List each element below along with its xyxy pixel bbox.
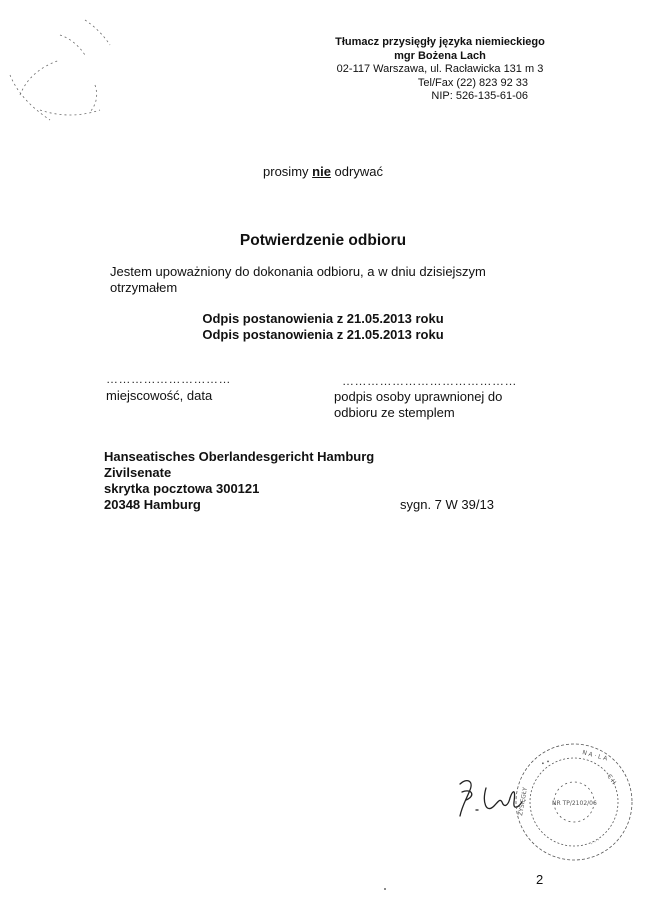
header-line-2: mgr Bożena Lach [394,49,486,62]
header-line-5: NIP: 526-135-61-06 [431,90,528,102]
address-line-4: 20348 Hamburg [104,497,201,512]
svg-text:C H: C H [605,773,618,786]
address-line-2: Zivilsenate [104,465,172,480]
svg-text:• •: • • [540,758,552,768]
signature-label-line-2: odbioru ze stemplem [334,405,455,420]
svg-text:N A · L A: N A · L A [581,749,609,763]
notice-after: odrywać [330,164,383,179]
round-stamp [512,736,642,866]
intro-text: Jestem upoważniony do dokonania odbioru, a w dniu dzisiejszym otrzymałem [110,264,486,295]
svg-text:· · ·: · · · [589,836,602,848]
address-line-3: skrytka pocztowa 300121 [104,481,260,496]
notice-emphasis: nie [312,164,331,179]
header-line-3: 02-117 Warszawa, ul. Racławicka 131 m 3 [336,63,544,75]
signature-label [334,389,502,421]
place-date-dots: ………………………… [106,372,231,386]
signature-label-line-1: podpis osoby uprawnionej do [334,389,503,404]
paper-speck [384,888,386,890]
svg-text:ZYSIĘGŁY: ZYSIĘGŁY [517,786,529,817]
signature-dots: …………………………………… [342,374,517,388]
stamp-number: NR TP/2102/06 [552,800,597,807]
recipient-address [104,449,374,513]
translator-header [320,36,560,104]
header-line-1: Tłumacz przysięgły języka niemieckiego [335,36,545,48]
page-number: 2 [536,872,544,887]
case-reference: sygn. 7 W 39/13 [400,497,494,512]
stamp-top-left [0,0,130,130]
document-title: Potwierdzenie odbioru [239,232,407,249]
received-item: Odpis postanowienia z 21.05.2013 roku [202,311,444,326]
received-item: Odpis postanowienia z 21.05.2013 roku [202,327,444,342]
address-line-1: Hanseatisches Oberlandesgericht Hamburg [104,449,375,464]
header-line-4: Tel/Fax (22) 823 92 33 [417,76,528,89]
notice-before: prosimy [263,164,313,179]
notice [0,164,646,179]
place-date-label: miejscowość, data [106,388,213,403]
